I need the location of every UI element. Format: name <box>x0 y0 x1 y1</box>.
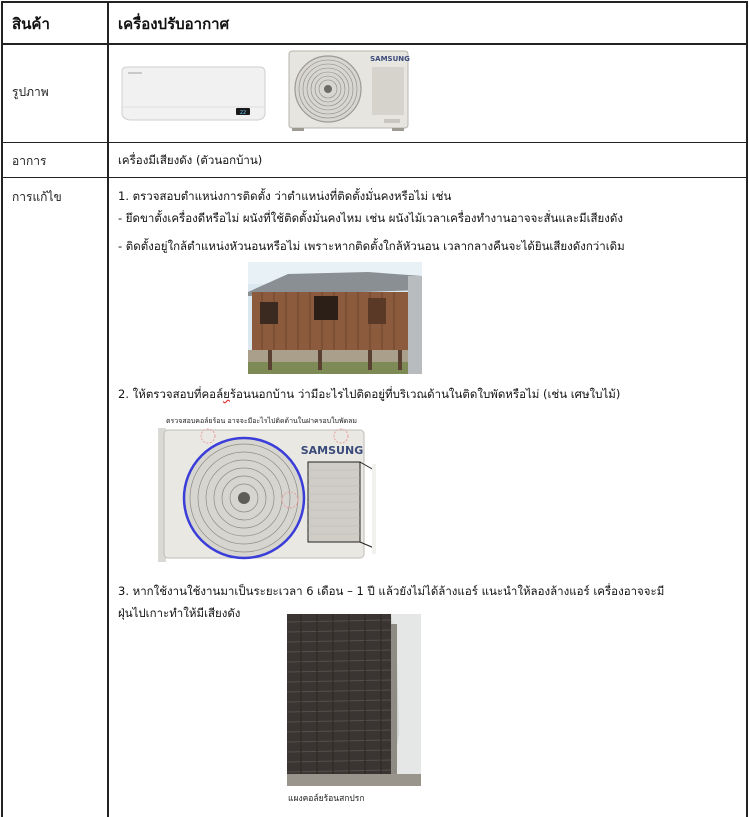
fix-step-2-text: 2. ให้ตรวจสอบที่คอล์ <box>118 387 224 401</box>
table-border-right <box>746 1 748 817</box>
symptom-value: เครื่องมีเสียงดัง (ตัวนอกบ้าน) <box>118 153 263 167</box>
table-border-top <box>1 1 748 3</box>
indoor-unit-image <box>118 63 268 125</box>
fix-step-3: 3. หากใช้งานใช้งานมาเป็นระยะเวลา 6 เดือน – 1 ปี แล้วยังไม่ได้ล้างแอร์ แนะนำให้ลองล้างแอร์ เครื่องอาจจะมี <box>118 584 665 598</box>
table-column-divider <box>107 1 109 817</box>
fix-step-3-continuation: ฝุ่นไปเกาะทำให้มีเสียงดัง <box>118 606 241 620</box>
table-row-divider <box>1 142 748 143</box>
indoor-unit-display: 22 <box>239 110 247 116</box>
outdoor-unit-brand: SAMSUNG <box>370 55 410 63</box>
dirty-coil-caption: แผงคอล์ยร้อนสกปรก <box>288 794 365 804</box>
fix-step-1-bullet: - ติดตั้งอยู่ใกล้ตำแหน่งหัวนอนหรือไม่ เพราะหากติดตั้งใกล้หัวนอน เวลากลางคืนจะได้ยินเสียงดังกว่าเดิม <box>118 239 625 253</box>
outdoor-unit-image <box>286 49 411 132</box>
outdoor-unit-check-image <box>158 428 376 562</box>
fix-step-1-bullet: - ยึดขาตั้งเครื่องดีหรือไม่ ผนังที่ใช้ติดตั้งมั่นคงไหม เช่น ผนังไม้เวลาเครื่องทำงานอาจจะสั่นและมีเสียงดัง <box>118 211 623 225</box>
outdoor-unit-caption: ตรวจสอบคอล์ยร้อน อาจจะมีอะไรไปติดด้านในฝาครอบใบพัดลม <box>166 417 358 425</box>
fix-step-1: 1. ตรวจสอบตำแหน่งการติดตั้ง ว่าตำแหน่งที่ติดตั้งมั่นคงหรือไม่ เช่น <box>118 189 452 203</box>
dirty-coil-image <box>287 614 421 786</box>
fix-step-2 <box>118 386 620 404</box>
column-header-product: สินค้า <box>12 15 50 33</box>
table-border-left <box>1 1 3 817</box>
row-label-symptom: อาการ <box>12 154 47 168</box>
fix-step-2-text: ร้อนนอกบ้าน ว่ามีอะไรไปติดอยู่ที่บริเวณด้านในติดใบพัดหรือไม่ (เช่น เศษใบไม้) <box>229 387 621 401</box>
wooden-house-image <box>248 262 422 374</box>
outdoor-unit-check-brand: SAMSUNG <box>300 444 364 457</box>
table-row-divider <box>1 43 748 45</box>
row-label-fix: การแก้ไข <box>12 190 62 204</box>
table-row-divider <box>1 177 748 178</box>
column-header-product-type: เครื่องปรับอากาศ <box>118 15 230 33</box>
spelling-flag: ย <box>223 387 230 401</box>
row-label-image: รูปภาพ <box>12 85 49 99</box>
